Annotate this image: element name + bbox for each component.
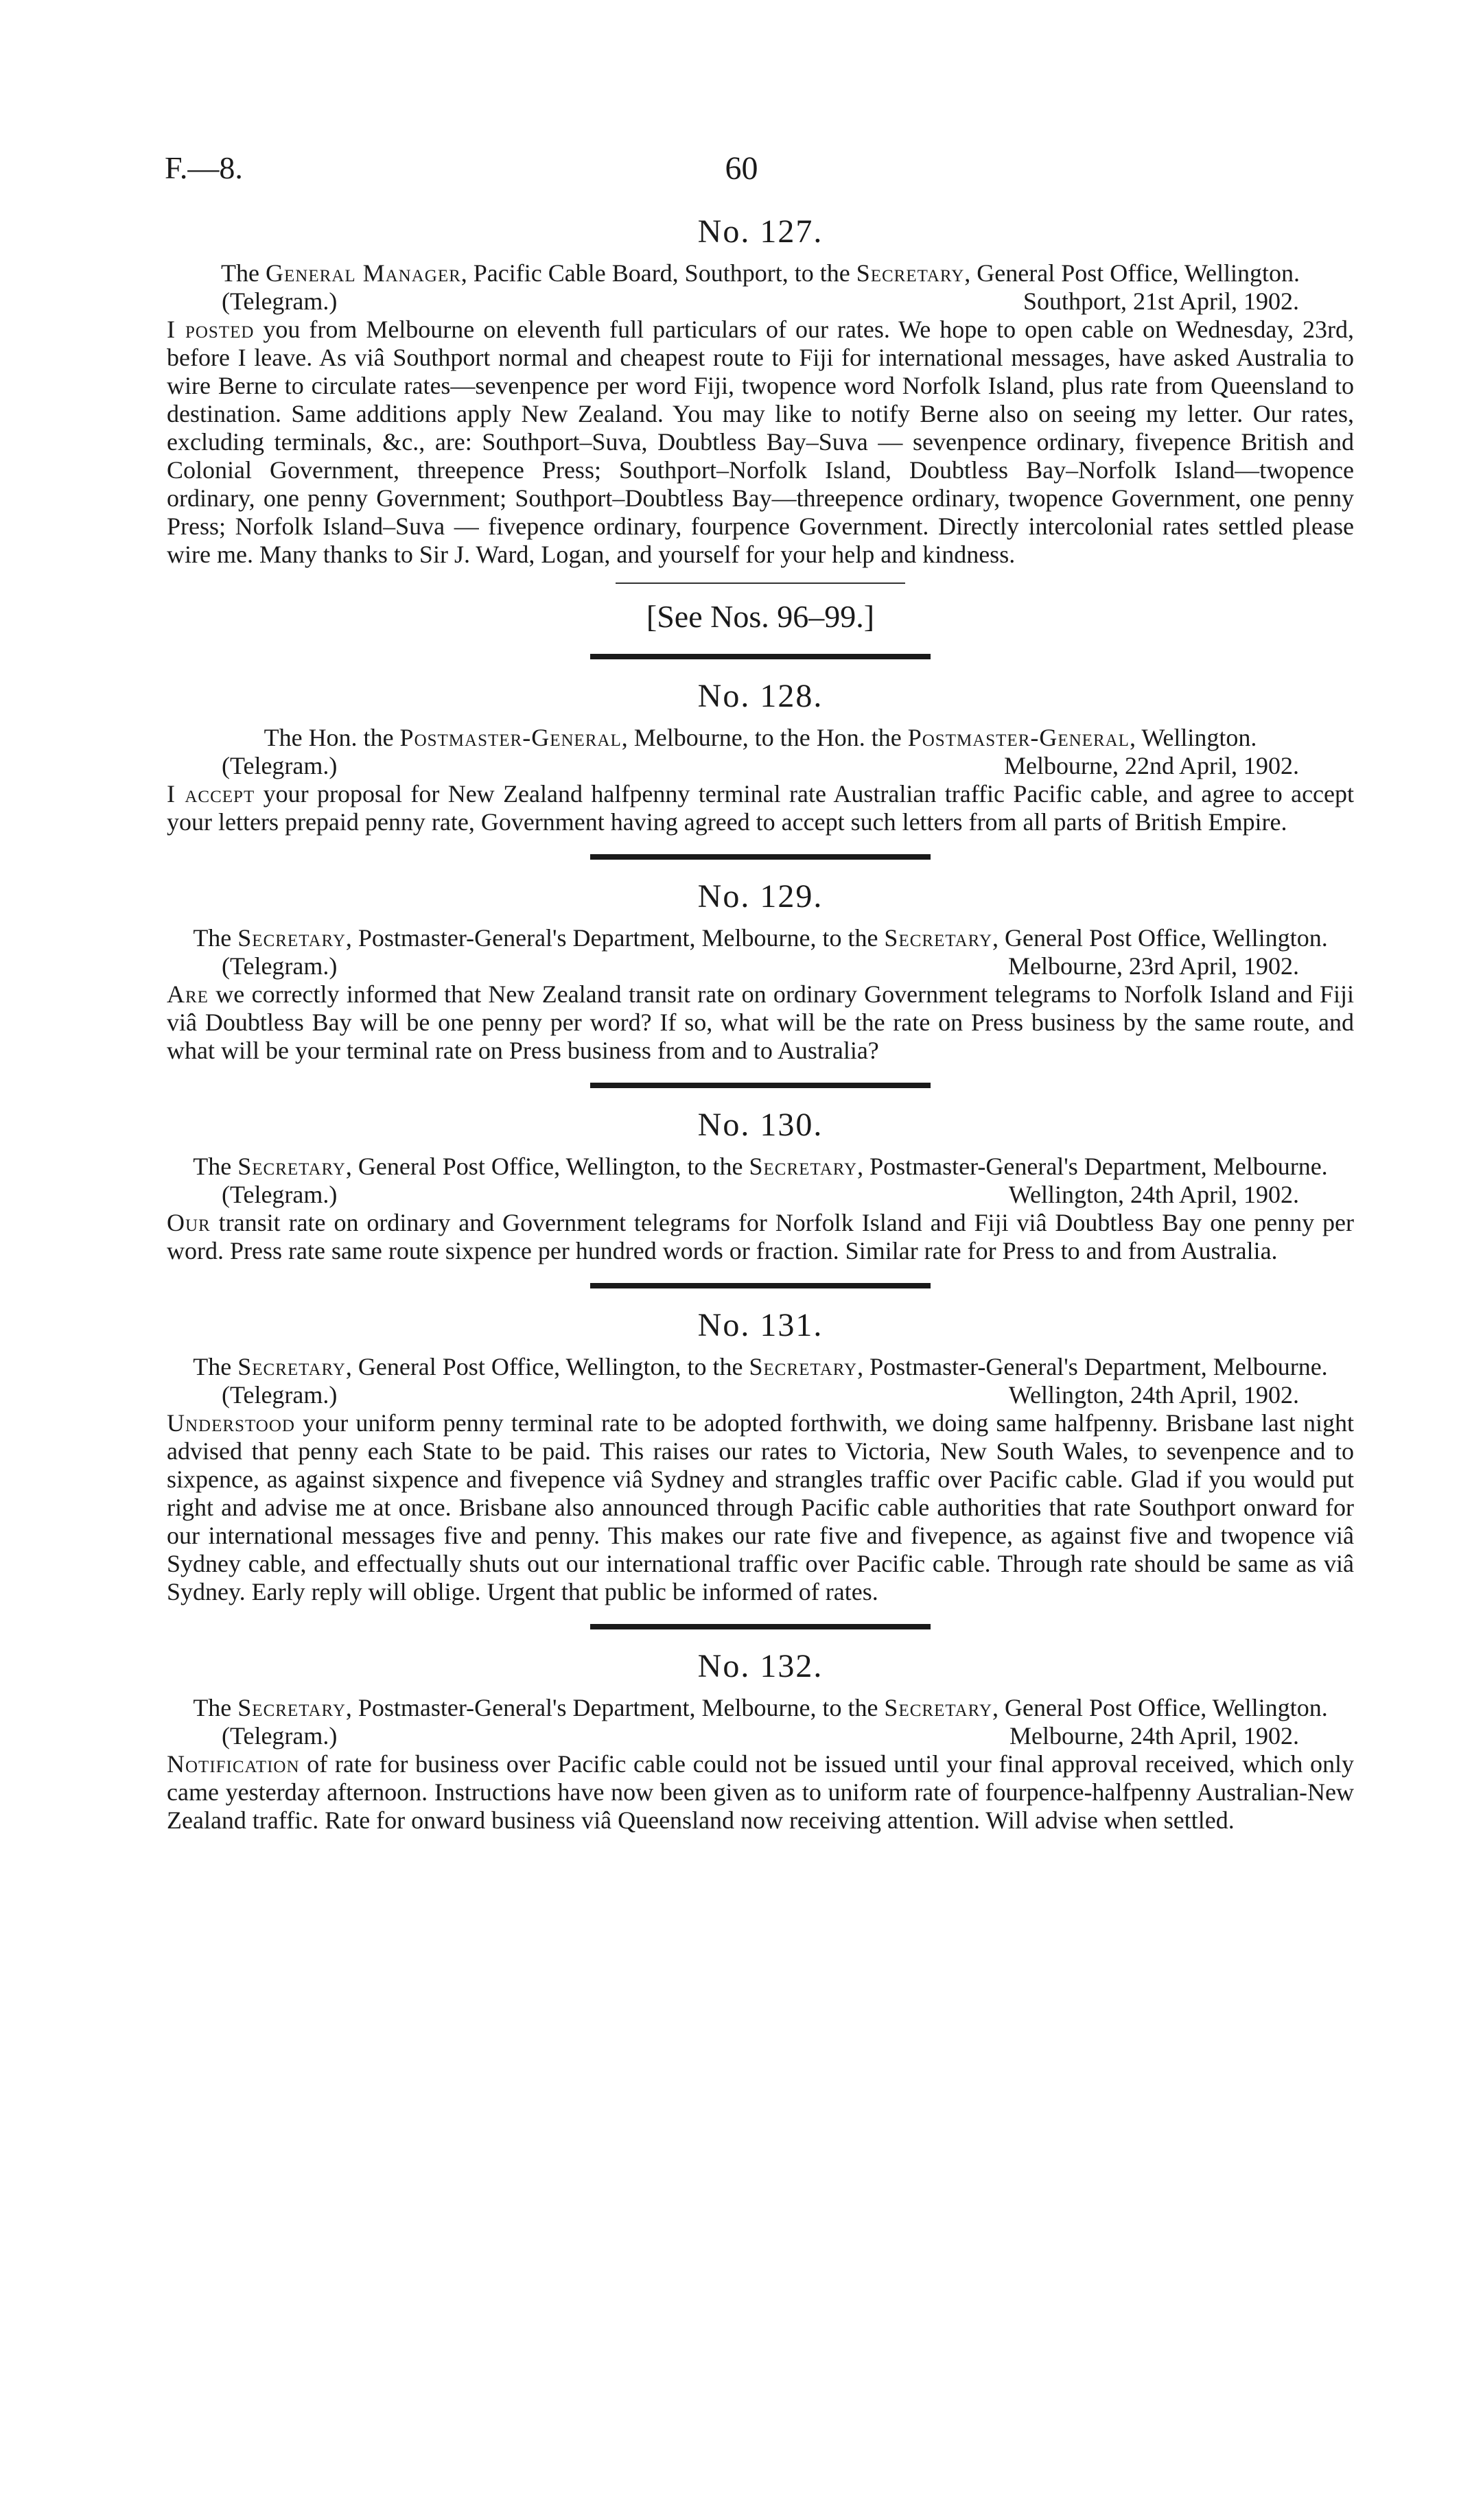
letter-129 [167, 876, 1354, 1065]
letter-number: No. 128. [697, 678, 824, 714]
letter-address: The Secretary, General Post Office, Wellington, to the Secretary, Postmaster-General's Department, Melbourne. [193, 1153, 1328, 1180]
section-divider [590, 1283, 931, 1288]
letter-address: The Hon. the Postmaster-General, Melbourne, to the Hon. the Postmaster-General, Wellington. [264, 724, 1257, 751]
letter-131 [167, 1305, 1354, 1606]
thin-divider [616, 582, 905, 584]
letter-address: The Secretary, Postmaster-General's Department, Melbourne, to the Secretary, General Post Office, Wellington. [193, 924, 1328, 952]
letter-number: No. 129. [697, 878, 824, 915]
place-date: Melbourne, 23rd April, 1902. [1008, 952, 1299, 980]
document-body [167, 211, 1354, 1835]
section-divider [590, 654, 931, 659]
place-date: Wellington, 24th April, 1902. [1008, 1381, 1299, 1409]
telegram-label: (Telegram.) [222, 1722, 338, 1750]
recipient-title: Secretary [884, 1694, 993, 1721]
sender-title: Secretary [237, 924, 346, 952]
place-date: Wellington, 24th April, 1902. [1008, 1181, 1299, 1208]
letter-number: No. 131. [697, 1307, 824, 1343]
telegram-label: (Telegram.) [222, 287, 338, 315]
place-date: Melbourne, 22nd April, 1902. [1004, 752, 1299, 779]
telegram-line [167, 752, 1354, 780]
letter-text: I accept your proposal for New Zealand halfpenny terminal rate Australian traffic Pacific cable, and agree to accept your letters prepaid penny rate, Government having agreed to accept such letters from all parts of British Empire. [167, 780, 1355, 836]
letter-text: Notification of rate for business over Pacific cable could not be issued until your final approval received, which only came yesterday afternoon. Instructions have now been given as to uniform rate of fourpence-halfpenny Australian-New Zealand traffic. Rate for onward business viâ Queensland now receiving attention. Will advise when settled. [167, 1750, 1354, 1834]
letter-address: The Secretary, Postmaster-General's Department, Melbourne, to the Secretary, General Post Office, Wellington. [193, 1694, 1328, 1721]
letter-text: Understood your uniform penny terminal rate to be adopted forthwith, we doing same halfpenny. Brisbane last night advised that penny each State to be paid. This raises our rates to Victoria, New South Wales, to sevenpence and to sixpence, as against sixpence and fivepence viâ Sydney and strangles traffic over Pacific cable. Glad if you would put right and advise me at once. Brisbane also announced through Pacific cable authorities that rate Southport onward for our international messages five and penny. This makes our rate five and fivepence, as against five and twopence viâ Sydney cable, and effectually shuts out our international traffic over Pacific cable. Through rate should be same as viâ Sydney. Early reply will oblige. Urgent that public be informed of rates. [167, 1409, 1354, 1605]
lead-word: Understood [167, 1409, 295, 1437]
telegram-line [167, 1381, 1354, 1409]
see-reference: [See Nos. 96–99.] [646, 599, 875, 634]
letter-128 [167, 676, 1354, 836]
sender-title: Secretary [237, 1694, 346, 1721]
letter-text: Are we correctly informed that New Zealand transit rate on ordinary Government telegrams to Norfolk Island and Fiji viâ Doubtless Bay will be one penny per word? If so, what will be the rate on Press business by the same route, and what will be your terminal rate on Press business from and to Australia? [167, 980, 1354, 1064]
recipient-title: Secretary [884, 924, 993, 952]
page-number: 60 [725, 150, 758, 187]
section-divider [590, 1083, 931, 1088]
letter-address: The Secretary, General Post Office, Wellington, to the Secretary, Postmaster-General's Department, Melbourne. [193, 1353, 1328, 1380]
telegram-label: (Telegram.) [222, 1181, 338, 1208]
telegram-line [167, 1722, 1354, 1750]
page-header [0, 150, 1483, 191]
sender-title: General Manager [266, 259, 461, 287]
lead-word: Notification [167, 1750, 300, 1778]
letter-text: I posted you from Melbourne on eleventh full particulars of our rates. We hope to open cable on Wednesday, 23rd, before I leave. As viâ Southport normal and cheapest route to Fiji for international messages, have asked Australia to wire Berne to circulate rates—sevenpence per word Fiji, twopence word Norfolk Island, plus rate from Queensland to destination. Same additions apply New Zealand. You may like to notify Berne also on seeing my letter. Our rates, excluding terminals, &c., are: Southport–Suva, Doubtless Bay–Suva — sevenpence ordinary, fivepence British and Colonial Government, threepence Press; Southport–Norfolk Island, Doubtless Bay–Norfolk Island—twopence ordinary, one penny Government; Southport–Doubtless Bay—threepence ordinary, twopence Government, one penny Press; Norfolk Island–Suva — fivepence ordinary, fourpence Government. Directly intercolonial rates settled please wire me. Many thanks to Sir J. Ward, Logan, and yourself for your help and kindness. [167, 316, 1354, 568]
recipient-title: Postmaster-General [907, 724, 1130, 751]
lead-word: I posted [167, 316, 255, 343]
telegram-label: (Telegram.) [222, 752, 338, 779]
letter-number: No. 130. [697, 1107, 824, 1143]
sender-title: Secretary [237, 1153, 346, 1180]
lead-word: Are [167, 980, 209, 1008]
sender-title: Secretary [237, 1353, 346, 1380]
letter-127 [167, 211, 1354, 569]
sender-title: Postmaster-General [399, 724, 622, 751]
telegram-line [167, 287, 1354, 316]
letter-address: The General Manager, Pacific Cable Board, Southport, to the Secretary, General Post Office, Wellington. [221, 259, 1300, 287]
section-divider [590, 1624, 931, 1629]
place-date: Southport, 21st April, 1902. [1023, 287, 1299, 315]
letter-text: Our transit rate on ordinary and Government telegrams for Norfolk Island and Fiji viâ Doubtless Bay one penny per word. Press rate same route sixpence per hundred words or fraction. Similar rate for Press to and from Australia. [167, 1209, 1354, 1264]
recipient-title: Secretary [749, 1353, 858, 1380]
recipient-title: Secretary [749, 1153, 858, 1180]
telegram-label: (Telegram.) [222, 952, 338, 980]
telegram-label: (Telegram.) [222, 1381, 338, 1409]
letter-number: No. 132. [697, 1648, 824, 1684]
letter-132 [167, 1646, 1354, 1835]
letter-130 [167, 1105, 1354, 1265]
section-divider [590, 854, 931, 860]
recipient-title: Secretary [856, 259, 965, 287]
document-reference: F.—8. [165, 150, 243, 185]
letter-number: No. 127. [697, 213, 824, 250]
telegram-line [167, 1181, 1354, 1209]
lead-word: Our [167, 1209, 211, 1236]
telegram-line [167, 952, 1354, 980]
lead-word: I accept [167, 780, 255, 808]
place-date: Melbourne, 24th April, 1902. [1009, 1722, 1299, 1750]
